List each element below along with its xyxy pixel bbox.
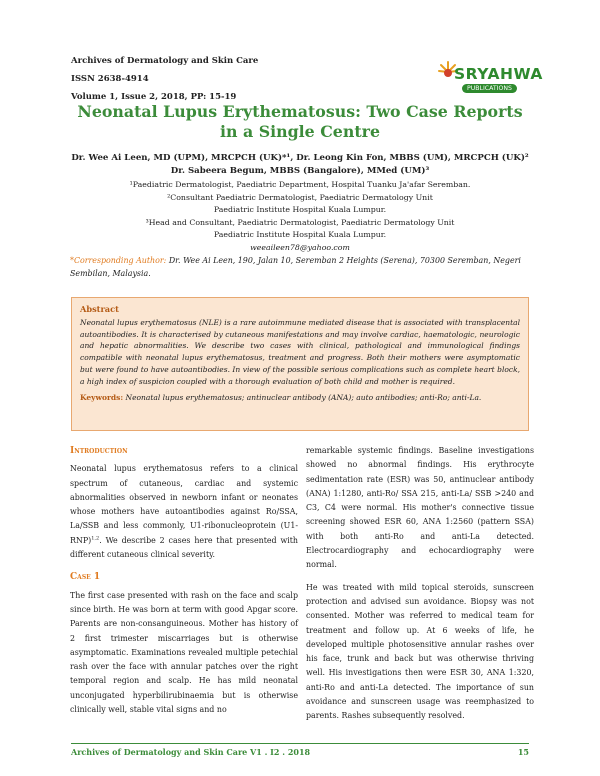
case1-treatment-paragraph: He was treated with mild topical steroids, sunscreen protection and advised sun avoidance. Biopsy was not consented. Mother was referred to medical team for treatment and follow up. At 6 weeks of life, he developed multiple photosensitive annular rashes over his face, trunk and back but was otherwise thriving well. His investigations then were ESR 30, ANA 1:320, anti-Ro and anti-La detected. The importance of sun avoidance and sunscreen usage was reemphasized to parents. Rashes subsequently resolved. xyxy=(306,582,534,721)
corresponding-author xyxy=(70,255,530,280)
footer-journal: Archives of Dermatology and Skin Care V1 . I2 . 2018 xyxy=(71,747,311,757)
case1-findings-paragraph: remarkable systemic findings. Baseline investigations showed no abnormal findings. His erythrocyte sedimentation rate (ESR) was 50, antinuclear antibody (ANA) 1:1280, anti-Ro/ SSA 215, anti-La/ SSB >240 and C3, C4 were normal. His mother's connective tissue screening showed ESR 60, ANA 1:2560 (pattern SSA) with both anti-Ro and anti-La detected. Electrocardiography and echocardiography were normal. xyxy=(306,446,534,570)
abstract-box xyxy=(71,297,529,431)
case1-heading: Case 1 xyxy=(70,572,101,583)
corresponding-address: Dr. Wee Ai Leen, 190, Jalan 10, Seremban 2 Heights (Serena), 70300 Seremban, Negeri Sembilan, Malaysia. xyxy=(70,256,521,278)
keywords-text: Neonatal lupus erythematosus; antinuclear antibody (ANA); auto antibodies; anti-Ro; anti-La. xyxy=(123,393,482,403)
article-title: Neonatal Lupus Erythematosus: Two Case Reports in a Single Centre xyxy=(77,102,523,141)
keywords xyxy=(80,392,520,403)
abstract-heading: Abstract xyxy=(80,304,119,314)
intro-text: Neonatal lupus erythematosus refers to a clinical spectrum of cutaneous, cardiac and systemic abnormalities observed in newborn infant or neonates whose mothers have autoantibodies against Ro/SSA, La/SSB and less commonly, U1-ribonucleoprotein (U1-RNP) xyxy=(70,464,298,545)
affiliation-line: ¹Paediatric Dermatologist, Paediatric Department, Hospital Tuanku Ja'afar Seremban. xyxy=(129,180,471,189)
affiliation-line: ²Consultant Paediatric Dermatologist, Paediatric Dermatology Unit xyxy=(167,192,433,202)
affiliation-line: Paediatric Institute Hospital Kuala Lumpur. xyxy=(213,230,387,239)
citation-ref[interactable]: 1,2 xyxy=(91,535,100,542)
affiliation-line: Paediatric Institute Hospital Kuala Lumpur. xyxy=(213,205,387,214)
publisher-name: SRYAHWA xyxy=(454,65,543,83)
page-footer xyxy=(71,743,529,757)
authors-line-1: Dr. Wee Ai Leen, MD (UPM), MRCPCH (UK)*¹, Dr. Leong Kin Fon, MBBS (UM), MRCPCH (UK)² xyxy=(71,153,529,163)
journal-volume: Volume 1, Issue 2, 2018, PP: 15-19 xyxy=(71,92,237,102)
journal-header xyxy=(71,52,258,106)
corresponding-label: *Corresponding Author: xyxy=(70,256,167,265)
affiliation-line: ³Head and Consultant, Paediatric Dermatologist, Paediatric Dermatology Unit xyxy=(145,217,455,227)
publisher-tagline: PUBLICATIONS xyxy=(462,84,517,93)
abstract-text: Neonatal lupus erythematosus (NLE) is a rare autoimmune mediated disease that is associated with transplacental autoantibodies. It is characterised by cutaneous manifestations and may involve cardiac, haematologic, neurologic and hepatic abnormalities. We describe two cases with clinical, pathological and immunological findings compatible with neonatal lupus erythematosus, treatment and progress. Both their mothers were asymptomatic but were found to have autoantibodies. In view of the possible serious complications such as complete heart block, a high index of suspicion coupled with a thorough evaluation of both child and mother is required. xyxy=(80,318,520,386)
left-column xyxy=(70,444,298,725)
authors-line-2: Dr. Sabeera Begum, MBBS (Bangalore), MMed (UM)³ xyxy=(170,166,430,176)
author-email[interactable]: weeaileen78@yahoo.com xyxy=(250,242,350,252)
introduction-paragraph xyxy=(70,462,298,562)
keywords-label: Keywords: xyxy=(80,393,124,403)
introduction-heading: Introduction xyxy=(70,446,128,456)
case1-paragraph: The first case presented with rash on the face and scalp since birth. He was born at term with good Apgar score. Parents are non-consanguineous. Mother has history of 2 first trimester miscarriages but is otherwise asymptomatic. Examinations revealed multiple petechial rash over the face with annular patches over the right temporal region and scalp. He has mild neonatal unconjugated hyperbilirubinaemia but is otherwise clinically well, stable vital signs and no xyxy=(70,590,298,715)
publisher-logo xyxy=(432,57,542,103)
author-list xyxy=(70,152,530,178)
intro-text-cont: . We describe 2 cases here that presented with different cutaneous clinical severity. xyxy=(70,535,298,560)
right-column xyxy=(306,444,534,732)
page-number: 15 xyxy=(517,747,529,757)
journal-name: Archives of Dermatology and Skin Care xyxy=(71,56,259,66)
journal-issn: ISSN 2638-4914 xyxy=(71,74,149,84)
affiliations xyxy=(70,179,530,254)
